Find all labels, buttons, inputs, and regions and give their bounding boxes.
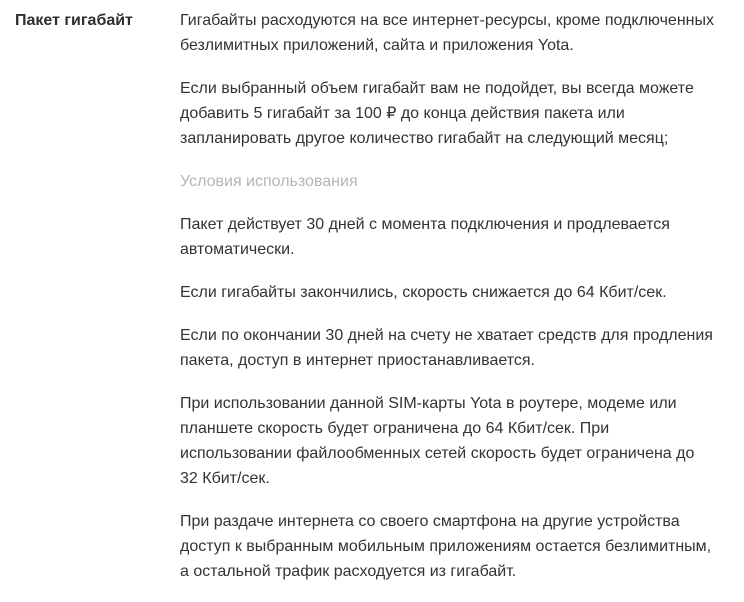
intro-paragraph-1: Гигабайты расходуются на все интернет-ресурсы, кроме подключенных безлимитных приложений, сайта и приложения Yota. (180, 12, 714, 54)
intro-paragraph-2: Если выбранный объем гигабайт вам не подойдет, вы всегда можете добавить 5 гигабайт за 100 ₽ до конца действия пакета или запланировать другое количество гигабайт на следующий месяц; (180, 80, 694, 147)
section-content (180, 8, 716, 602)
section-label: Пакет гигабайт (15, 12, 133, 29)
terms-paragraph-3: Если по окончании 30 дней на счету не хватает средств для продления пакета, доступ в интернет приостанавливается. (180, 327, 713, 369)
terms-paragraph-4: При использовании данной SIM-карты Yota в роутере, модеме или планшете скорость будет ограничена до 64 Кбит/сек. При использовании файлообменных сетей скорость будет ограничена до 32 Кбит/сек. (180, 395, 695, 487)
terms-paragraph-1: Пакет действует 30 дней с момента подключения и продлевается автоматически. (180, 216, 670, 258)
terms-paragraph-5: При раздаче интернета со своего смартфона на другие устройства доступ к выбранным мобильным приложениям остается безлимитным, а остальной трафик расходуется из гигабайт. (180, 513, 712, 580)
terms-subheading: Условия использования (180, 173, 358, 190)
terms-paragraph-2: Если гигабайты закончились, скорость снижается до 64 Кбит/сек. (180, 284, 667, 301)
